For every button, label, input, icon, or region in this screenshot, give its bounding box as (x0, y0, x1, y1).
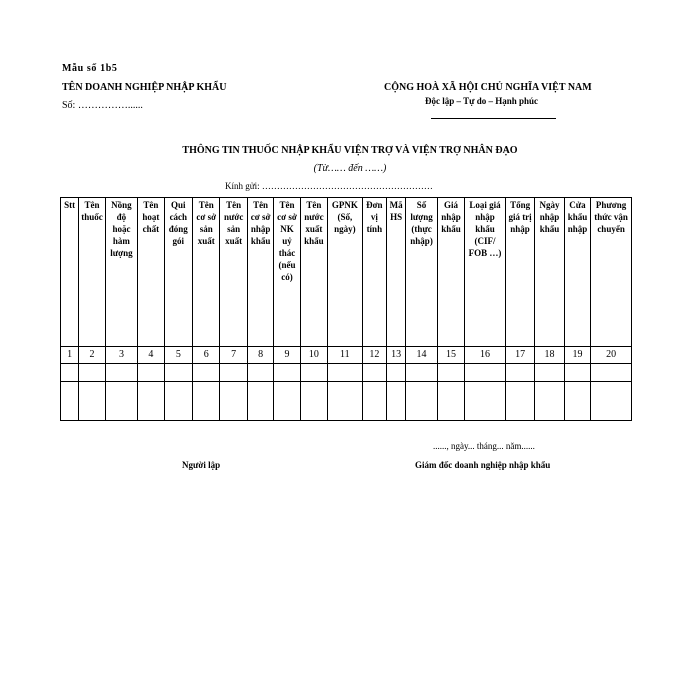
table-cell (274, 382, 300, 421)
column-number: 6 (193, 347, 220, 364)
table-cell (387, 364, 406, 382)
company-name: TÊN DOANH NGHIỆP NHẬP KHẨU (62, 82, 227, 93)
column-number: 13 (387, 347, 406, 364)
reporting-period: (Từ…… đến ……) (313, 163, 387, 174)
column-number: 8 (247, 347, 273, 364)
column-header: Ngày nhập khẩu (535, 198, 564, 347)
column-header: Tên nước xuất khẩu (300, 198, 327, 347)
table-cell (465, 364, 506, 382)
table-cell (328, 382, 363, 421)
import-info-table (60, 197, 632, 421)
table-cell (591, 382, 632, 421)
column-number: 4 (138, 347, 164, 364)
column-header: Stt (61, 198, 79, 347)
column-number: 14 (406, 347, 437, 364)
column-header: Mã HS (387, 198, 406, 347)
column-number: 20 (591, 347, 632, 364)
column-number: 5 (164, 347, 192, 364)
table-cell (164, 364, 192, 382)
column-number: 1 (61, 347, 79, 364)
table-cell (247, 364, 273, 382)
national-title: CỘNG HOÀ XÃ HỘI CHỦ NGHĨA VIỆT NAM (384, 82, 592, 93)
column-number: 7 (220, 347, 247, 364)
column-number: 10 (300, 347, 327, 364)
table-cell (406, 382, 437, 421)
table-row (61, 364, 632, 382)
column-number: 11 (328, 347, 363, 364)
table-cell (591, 364, 632, 382)
signer-preparer: Người lập (182, 460, 221, 470)
table-cell (535, 382, 564, 421)
column-header: Tên nước sản xuất (220, 198, 247, 347)
column-header: Loại giá nhập khẩu (CIF/ FOB …) (465, 198, 506, 347)
column-number-row (61, 347, 632, 364)
table-cell (387, 382, 406, 421)
table-cell (193, 382, 220, 421)
table-cell (274, 364, 300, 382)
table-cell (138, 364, 164, 382)
national-motto: Độc lập – Tự do – Hạnh phúc (425, 96, 539, 106)
column-number: 18 (535, 347, 564, 364)
document-number: Số: ……………...... (62, 100, 143, 111)
column-header: Qui cách đóng gói (164, 198, 192, 347)
table-cell (105, 382, 138, 421)
table-cell (220, 364, 247, 382)
table-cell (437, 364, 464, 382)
table-cell (505, 382, 534, 421)
column-number: 9 (274, 347, 300, 364)
table-cell (362, 364, 386, 382)
table-cell (406, 364, 437, 382)
column-header: Tên hoạt chất (138, 198, 164, 347)
column-number: 16 (465, 347, 506, 364)
table-cell (564, 364, 590, 382)
table-cell (61, 364, 79, 382)
column-header: Tên cơ sở nhập khẩu (247, 198, 273, 347)
column-header: Tên thuốc (79, 198, 105, 347)
table-cell (193, 364, 220, 382)
column-header: GPNK (Số, ngày) (328, 198, 363, 347)
column-number: 19 (564, 347, 590, 364)
date-line: ......, ngày... tháng... năm...... (433, 441, 535, 451)
recipient-line: Kính gửi: ………………………………………………… (225, 181, 433, 191)
column-header: Tên cơ sở sản xuất (193, 198, 220, 347)
column-header: Cửa khẩu nhập (564, 198, 590, 347)
table-cell (79, 382, 105, 421)
table-cell (105, 364, 138, 382)
motto-underline (431, 118, 556, 119)
signer-director: Giám đốc doanh nghiệp nhập khẩu (415, 460, 551, 470)
column-number: 17 (505, 347, 534, 364)
form-code: Mẫu số 1b5 (62, 63, 118, 74)
table-cell (437, 382, 464, 421)
table-cell (61, 382, 79, 421)
column-number: 15 (437, 347, 464, 364)
column-header: Số lượng (thực nhập) (406, 198, 437, 347)
table-cell (505, 364, 534, 382)
table-cell (564, 382, 590, 421)
table-cell (300, 364, 327, 382)
table-cell (164, 382, 192, 421)
column-number: 3 (105, 347, 138, 364)
table-cell (220, 382, 247, 421)
column-header: Giá nhập khẩu (437, 198, 464, 347)
table-cell (300, 382, 327, 421)
table-cell (79, 364, 105, 382)
document-title: THÔNG TIN THUỐC NHẬP KHẨU VIỆN TRỢ VÀ VIỆN TRỢ NHÂN ĐẠO (182, 145, 518, 156)
table-cell (328, 364, 363, 382)
table-cell (362, 382, 386, 421)
table-cell (465, 382, 506, 421)
column-number: 2 (79, 347, 105, 364)
column-number: 12 (362, 347, 386, 364)
column-header: Phương thức vận chuyển (591, 198, 632, 347)
column-header: Tên cơ sở NK uỷ thác (nếu có) (274, 198, 300, 347)
table-cell (247, 382, 273, 421)
column-header: Đơn vị tính (362, 198, 386, 347)
column-header: Nồng độ hoặc hàm lượng (105, 198, 138, 347)
column-header: Tổng giá trị nhập (505, 198, 534, 347)
header-row (61, 198, 632, 347)
table-cell (138, 382, 164, 421)
table-cell (535, 364, 564, 382)
table-row (61, 382, 632, 421)
